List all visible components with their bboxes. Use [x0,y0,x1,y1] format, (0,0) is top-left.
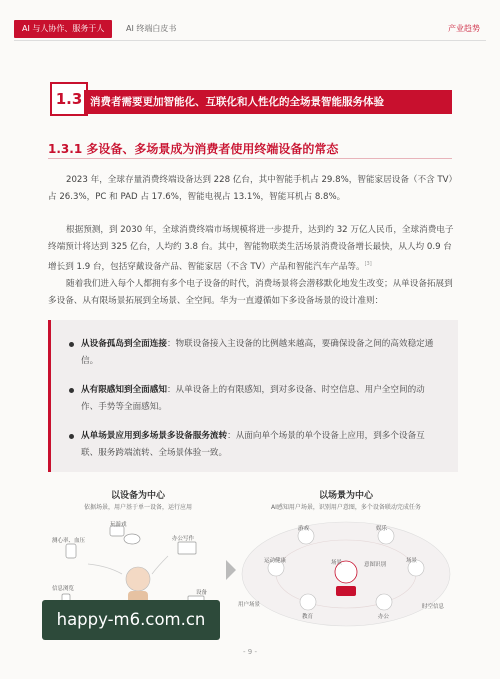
diagram-right-subtitle: AI感知用户场景，识别用户意图，多个设备联动完成任务 [271,504,421,511]
principle-head: 从设备孤岛到全面连接 [81,339,167,349]
diagram-right-node: 娱乐 [376,526,388,532]
subsection-title: 1.3.1 多设备、多场景成为消费者使用终端设备的常态 [48,142,339,156]
page-number: - 9 - [243,648,257,656]
diagram-left-title: 以设备为中心 [110,491,165,501]
paragraph-2 [48,222,458,276]
diagram-left-node: 信息浏览 [52,586,75,592]
bullet-dot-icon [69,342,74,347]
bullet-dot-icon [69,434,74,439]
diagram-left-node: 设备 [196,590,208,596]
section-title: 消费者需要更加智能化、互联化和人性化的全场景智能服务体验 [84,90,452,114]
header-tab-whitepaper: AI 终端白皮书 [126,24,177,33]
paragraph-2-text: 根据预测，到 2030 年，全球消费终端市场规模将进一步提升，达到约 32 万亿人民币，全球消费电子终端预计将达到 325 亿台，人均约 3.8 台。其中，智能物联类生活场景消费设备增长最快，从人均 0.9 台增长到 1.9 台，包括穿戴设备产品、智能家居（不含 TV）产品和智能汽车产品等。 [48,225,454,272]
diagram-right-node: 意图识别 [364,562,387,568]
diagram-right-node: 教育 [302,614,314,620]
bullet-dot-icon [69,388,74,393]
scene-centric-diagram [236,484,456,634]
subsection-divider [48,158,452,159]
principle-head: 从有限感知到全面感知 [81,385,167,395]
diagram-left-node: 办公写作 [172,536,195,542]
header-tab-ai-collab: AI 与人协作、服务于人 [14,20,112,38]
header-section-label: 产业趋势 [448,24,480,33]
diagram-right-title: 以场景为中心 [318,491,373,501]
diagram-right-node: 运动健康 [264,558,287,564]
principle-item [69,382,439,416]
diagram-right-node: 游戏 [298,526,310,532]
principle-body: ：从面向单个场景的单个设备上应用，到多个设备互联、服务跨端流转、全场景体验一致。 [81,431,425,458]
diagram-right-node: 用户场景 [238,602,261,608]
diagram-right-node: 时空信息 [422,604,445,610]
section-number: 1.3 [50,82,88,116]
diagram-right-node: 办公 [378,614,390,620]
watermark-banner: happy-m6.com.cn [42,600,220,640]
principles-box [48,320,458,472]
principle-head: 从单场景应用到多场景多设备服务流转 [81,431,228,441]
diagram-right-node: 场景 [406,558,418,564]
principle-body: ：物联设备接入主设备的比例越来越高，要确保设备之间的高效稳定通信。 [81,339,434,366]
diagram-left-node: 测心率、血压 [52,538,86,544]
transition-arrow-icon [226,560,236,580]
paragraph-1: 2023 年，全球存量消费终端设备达到 228 亿台，其中智能手机占 29.8%，智能家居设备（不含 TV）占 26.3%，PC 和 PAD 占 17.6%，智能电视占 13.1%，智能耳机占 8.8%。 [48,175,458,202]
paragraph-3: 随着我们进入每个人都拥有多个电子设备的时代，消费场景将会潜移默化地发生改变；从单设备拓展到多设备、从有限场景拓展到全场景、全空间。华为一直遵循如下多设备场景的设计准则： [48,279,453,306]
principle-item [69,336,439,370]
diagram-left-subtitle: 依据场景，用户基于单一设备，运行应用 [83,504,192,511]
footnote-ref: [3] [364,261,372,267]
diagram-right-node: 场景 [331,560,343,566]
principle-item [69,428,439,462]
header-divider [14,40,486,41]
principle-body: ：从单设备上的有限感知，到对多设备、时空信息、用户全空间的动作、手势等全面感知。 [81,385,425,412]
diagram-left-node: 玩游戏 [110,522,127,528]
